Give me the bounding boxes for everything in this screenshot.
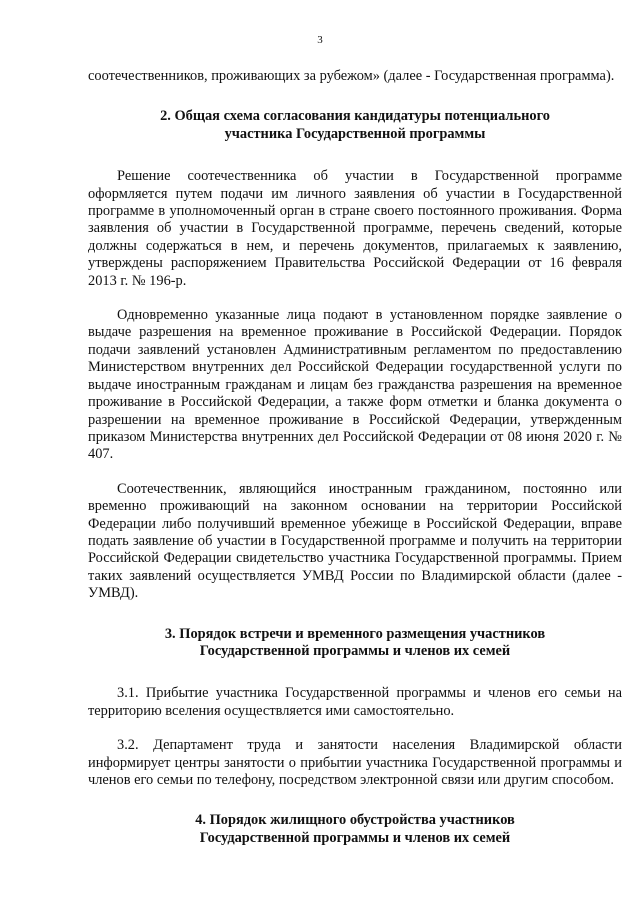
intro-continuation: соотечественников, проживающих за рубежом» (далее - Государственная программа). [88, 68, 615, 84]
section-4-heading [88, 812, 622, 847]
section-4-title-line-2: Государственной программы и членов их семей [199, 829, 511, 846]
section-3-paragraph-2: 3.2. Департамент труда и занятости населения Владимирской области информирует центры занятости о прибытии участника Государственной программы и членов его семьи по телефону, посредством электронной связи или другим способом. [88, 737, 622, 788]
section-2-heading [88, 108, 622, 143]
section-3-title-line-2: Государственной программы и членов их семей [199, 642, 511, 659]
section-3-title [88, 626, 622, 661]
section-3-title-line-1: 3. Порядок встречи и временного размещения участников [164, 625, 546, 642]
page-number: 3 [317, 34, 323, 46]
document-body [88, 68, 622, 872]
section-2-title [88, 108, 622, 143]
section-2-paragraph-1: Решение соотечественника об участии в Государственной программе оформляется путем подачи им личного заявления об участии в Государственной программе в уполномоченный орган в стране своего постоянного проживания. Форма заявления об участии в Государственной программе, перечень сведений, которые должны содержаться в нем, и перечень документов, прилагаемых к заявлению, утверждены распоряжением Правительства Российской Федерации от 16 февраля 2013 г. № 196-р. [88, 168, 622, 289]
section-4-title [88, 812, 622, 847]
section-2-title-line-1: 2. Общая схема согласования кандидатуры потенциального [160, 108, 550, 125]
section-2-title-line-2: участника Государственной программы [224, 125, 486, 142]
section-3-heading [88, 626, 622, 661]
section-3-paragraph-1: 3.1. Прибытие участника Государственной программы и членов его семьи на территорию вселения осуществляется ими самостоятельно. [88, 685, 622, 719]
section-2-paragraph-3: Соотечественник, являющийся иностранным гражданином, постоянно или временно проживающий на законном основании на территории Российской Федерации либо получивший временное убежище в Российской Федерации, вправе подать заявление об участии в Государственной программе и получить на территории Российской Федерации свидетельство участника Государственной программы. Прием таких заявлений осуществляется УМВД России по Владимирской области (далее - УМВД). [88, 480, 622, 602]
section-4-title-line-1: 4. Порядок жилищного обустройства участников [195, 812, 515, 829]
section-2-paragraph-2: Одновременно указанные лица подают в установленном порядке заявление о выдаче разрешения на временное проживание в Российской Федерации. Порядок подачи заявлений установлен Административным регламентом по предоставлению Министерством внутренних дел Российской Федерации государственной услуги по выдаче иностранным гражданам и лицам без гражданства разрешения на временное проживание в Российской Федерации, а также форм отметки и бланка документа о разрешении на временное проживание в Российской Федерации, утвержденным приказом Министерства внутренних дел Российской Федерации от 08 июня 2020 г. № 407. [88, 307, 622, 463]
